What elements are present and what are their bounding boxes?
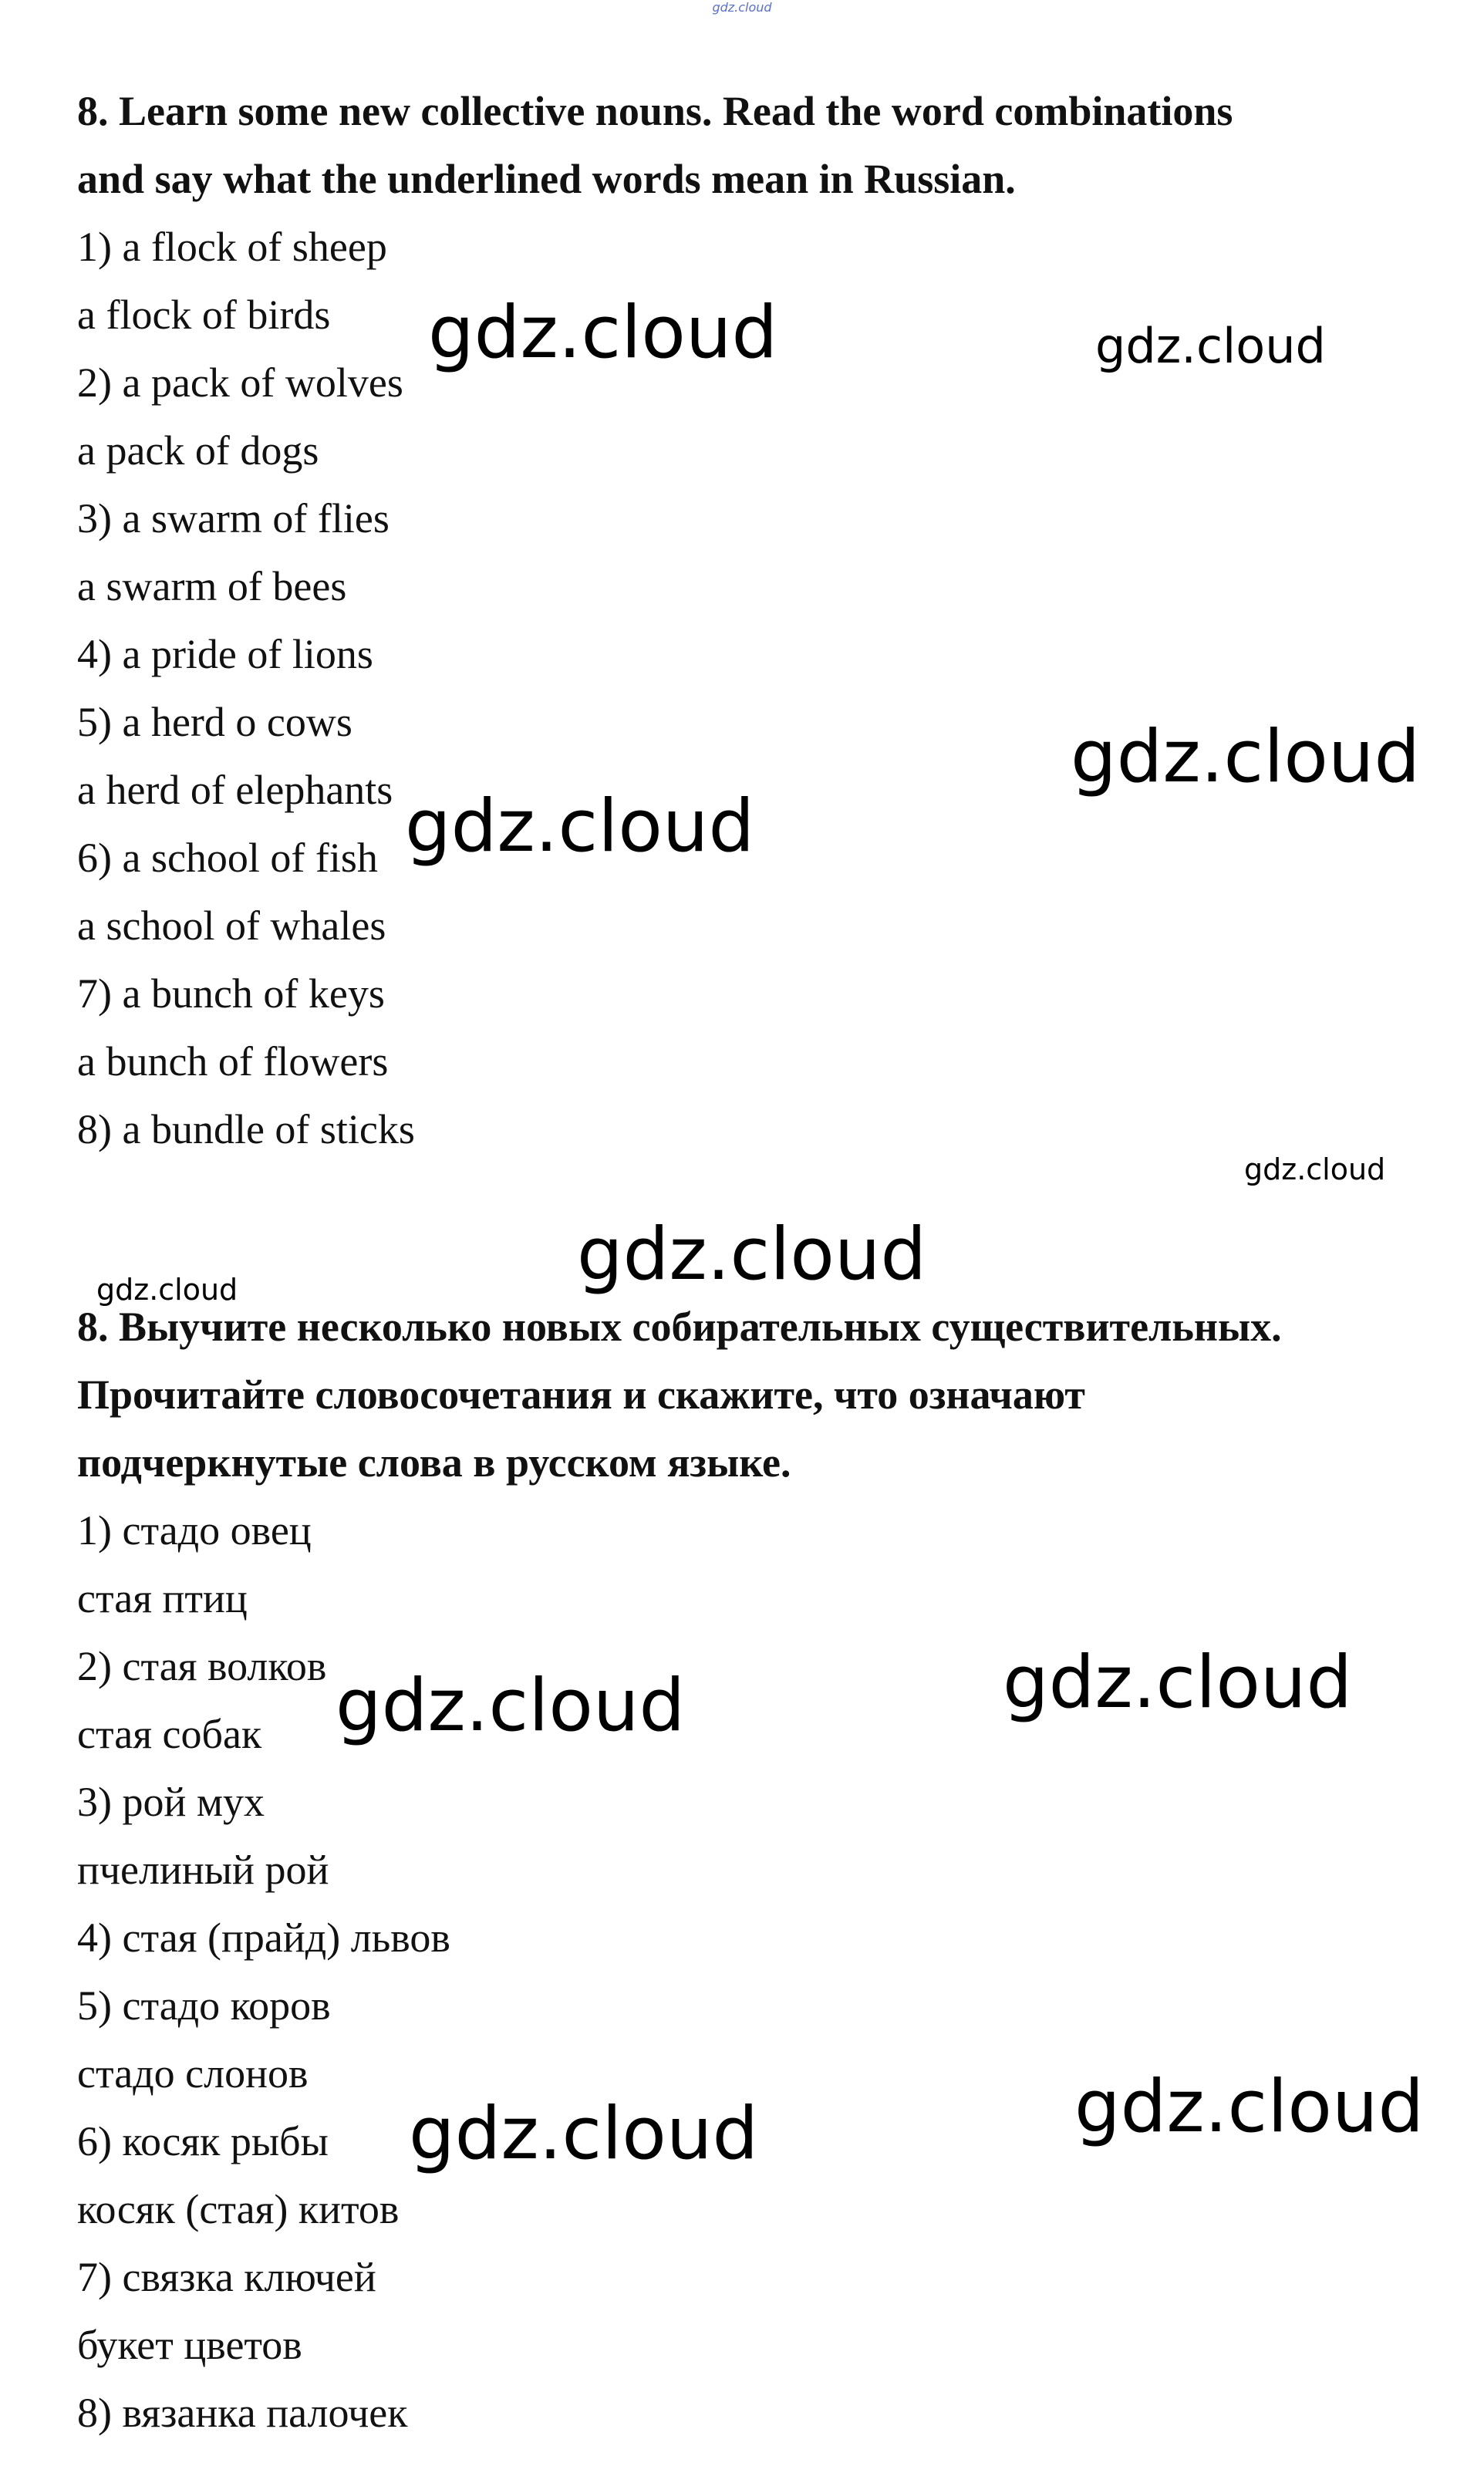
list-item: 6) косяк рыбы bbox=[77, 2118, 329, 2164]
list-item: 8) вязанка палочек bbox=[77, 2390, 408, 2436]
top-watermark: gdz.cloud bbox=[712, 0, 772, 15]
exercise-heading-line: подчеркнутые слова в русском языке. bbox=[77, 1439, 791, 1486]
list-item: 2) стая волков bbox=[77, 1643, 327, 1689]
watermark: gdz.cloud bbox=[428, 291, 778, 375]
watermark: gdz.cloud bbox=[1074, 2065, 1425, 2149]
watermark: gdz.cloud bbox=[409, 2092, 759, 2176]
list-item: a bunch of flowers bbox=[77, 1038, 389, 1085]
list-item: 5) стадо коров bbox=[77, 1982, 331, 2029]
list-item: a flock of birds bbox=[77, 292, 331, 338]
exercise-heading-line: 8. Выучите несколько новых собирательных существительных. bbox=[77, 1304, 1282, 1350]
exercise-heading-line: Прочитайте словосочетания и скажите, что означают bbox=[77, 1371, 1085, 1418]
list-item: стадо слонов bbox=[77, 2050, 309, 2097]
list-item: 7) a bunch of keys bbox=[77, 970, 385, 1017]
list-item: 1) a flock of sheep bbox=[77, 224, 387, 270]
list-item: 1) стадо овец bbox=[77, 1507, 312, 1554]
watermark: gdz.cloud bbox=[336, 1664, 686, 1748]
list-item: стая птиц bbox=[77, 1575, 248, 1621]
list-item: 3) рой мух bbox=[77, 1779, 265, 1825]
english-exercise bbox=[77, 77, 1435, 1163]
watermark: gdz.cloud bbox=[1003, 1641, 1353, 1725]
russian-exercise bbox=[77, 1293, 1435, 2447]
list-item: 6) a school of fish bbox=[77, 835, 378, 881]
watermark: gdz.cloud bbox=[577, 1213, 927, 1297]
list-item: стая собак bbox=[77, 1711, 262, 1757]
exercise-heading-line: and say what the underlined words mean in Russian. bbox=[77, 156, 1016, 202]
list-item: букет цветов bbox=[77, 2322, 302, 2368]
list-item: a herd of elephants bbox=[77, 767, 393, 813]
list-item: косяк (стая) китов bbox=[77, 2186, 400, 2232]
exercise-heading-line: 8. Learn some new collective nouns. Read the word combinations bbox=[77, 88, 1233, 134]
watermark: gdz.cloud bbox=[405, 784, 755, 869]
list-item: 2) a pack of wolves bbox=[77, 359, 403, 406]
list-item: a school of whales bbox=[77, 902, 386, 949]
list-item: 3) a swarm of flies bbox=[77, 495, 390, 541]
watermark: gdz.cloud bbox=[1071, 715, 1421, 799]
list-item: 8) a bundle of sticks bbox=[77, 1106, 415, 1152]
watermark: gdz.cloud bbox=[1244, 1152, 1386, 1186]
list-item: 4) a pride of lions bbox=[77, 631, 373, 677]
list-item: a pack of dogs bbox=[77, 427, 319, 474]
list-item: 7) связка ключей bbox=[77, 2254, 376, 2300]
watermark: gdz.cloud bbox=[96, 1273, 238, 1307]
list-item: 4) стая (прайд) львов bbox=[77, 1915, 450, 1961]
list-item: a swarm of bees bbox=[77, 563, 347, 609]
list-item: пчелиный рой bbox=[77, 1847, 329, 1893]
list-item: 5) a herd o cows bbox=[77, 699, 352, 745]
watermark: gdz.cloud bbox=[1095, 318, 1326, 374]
